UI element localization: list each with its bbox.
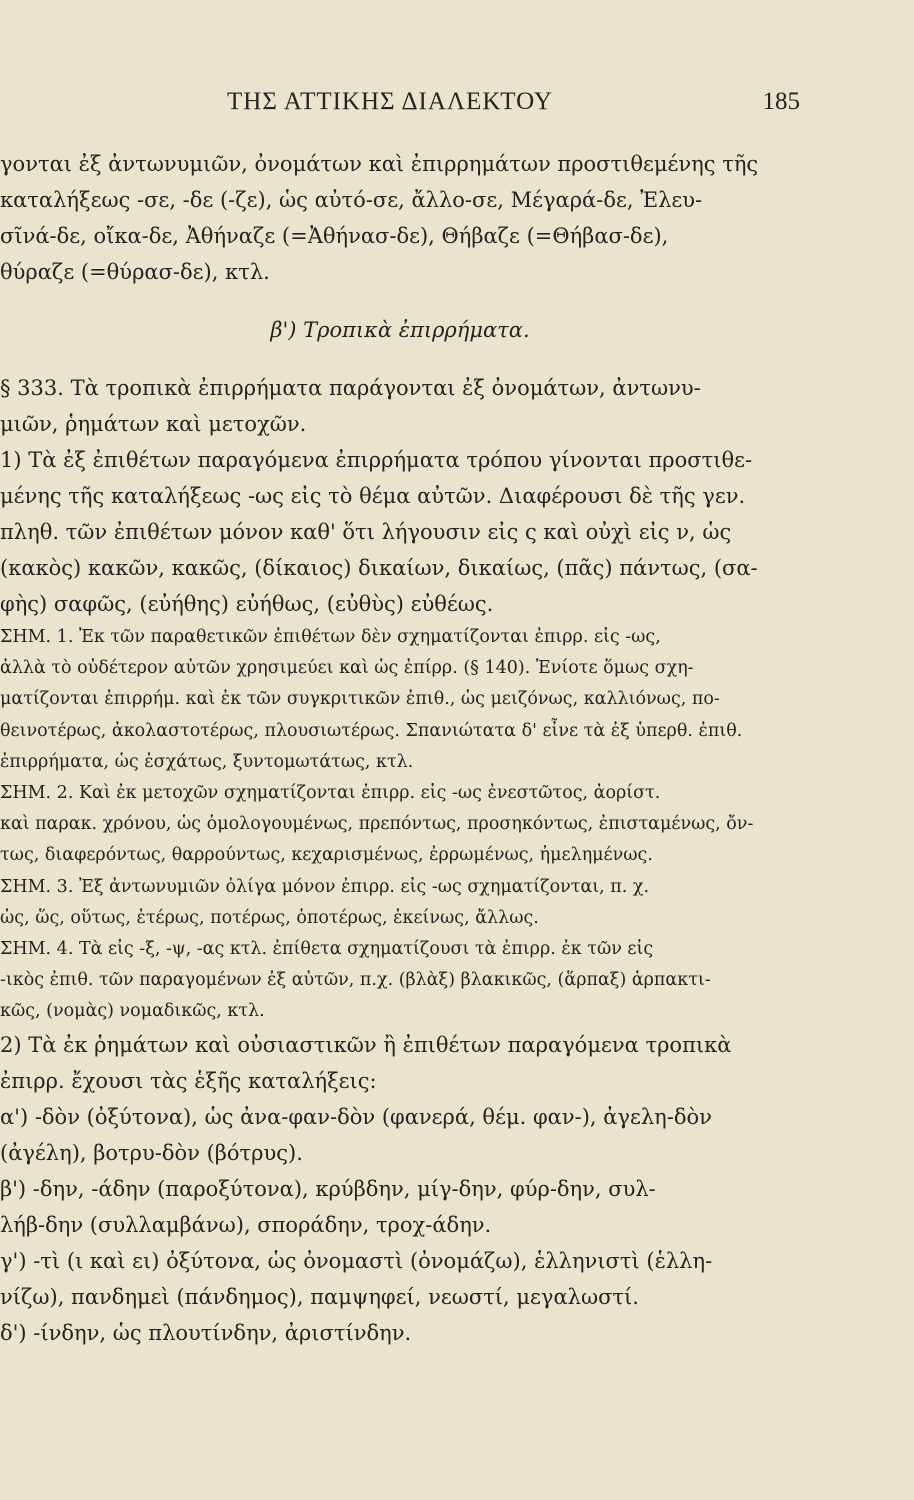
text-line: νίζω), πανδημεὶ (πάνδημος), παμψηφεί, νεωστί, μεγαλωστί. — [0, 1285, 639, 1310]
text-line: γονται ἐξ ἀντωνυμιῶν, ὀνομάτων καὶ ἐπιρρημάτων προστιθεμένης τῆς — [0, 152, 759, 176]
paragraph-continuation — [0, 146, 800, 290]
text-line: σῖνά-δε, οἴκα-δε, Ἀθήναζε (=Ἀθήνασ-δε), Θήβαζε (=Θήβασ-δε), — [0, 224, 669, 248]
text-line: 2) Τὰ ἐκ ῥημάτων καὶ οὐσιαστικῶν ἢ ἐπιθέτων παραγόμενα τροπικὰ — [0, 1033, 732, 1058]
text-line: δ') -ίνδην, ὡς πλουτίνδην, ἀριστίνδην. — [0, 1321, 412, 1346]
note-4 — [0, 934, 800, 1028]
page-number: 185 — [762, 88, 800, 115]
note-line: ΣΗΜ. 3. Ἐξ ἀντωνυμιῶν ὀλίγα μόνον ἐπιρρ. εἰς -ως σχηματίζονται, π. χ. — [0, 876, 650, 897]
note-line: καὶ παρακ. χρόνου, ὡς ὁμολογουμένως, πρεπόντως, προσηκόντως, ἐπισταμένως, ὄν- — [0, 814, 754, 835]
text-line: 1) Τὰ ἐξ ἐπιθέτων παραγόμενα ἐπιρρήματα τρόπου γίνονται προστιθε- — [0, 448, 753, 472]
section-heading: β') Τροπικὰ ἐπιρρήματα. — [270, 318, 530, 342]
note-line: ἐπιρρήματα, ὡς ἐσχάτως, ξυντομωτάτως, κτλ. — [0, 751, 414, 772]
page-body — [0, 146, 800, 1351]
paragraph-333 — [0, 370, 800, 442]
text-line: πληθ. τῶν ἐπιθέτων μόνον καθ' ὅτι λήγουσιν εἰς ς καὶ οὐχὶ εἰς ν, ὡς — [0, 520, 732, 544]
note-line: ὡς, ὥς, οὕτως, ἑτέρως, ποτέρως, ὁποτέρως, ἐκείνως, ἄλλως. — [0, 907, 539, 928]
note-line: ΣΗΜ. 2. Καὶ ἐκ μετοχῶν σχηματίζονται ἐπιρρ. εἰς -ως ἐνεστῶτος, ἀορίστ. — [0, 782, 661, 803]
text-line: β') -δην, -άδην (παροξύτονα), κρύβδην, μίγ-δην, φύρ-δην, συλ- — [0, 1177, 656, 1202]
text-line: (ἀγέλη), βοτρυ-δὸν (βότρυς). — [0, 1141, 303, 1166]
note-1 — [0, 622, 800, 778]
note-line: θεινοτέρως, ἀκολαστοτέρως, πλουσιωτέρως. Σπανιώτατα δ' εἶνε τὰ ἐξ ὑπερθ. ἐπιθ. — [0, 720, 743, 741]
text-line: α') -δὸν (ὀξύτονα), ὡς ἀνα-φαν-δὸν (φανερά, θέμ. φαν-), ἀγελη-δὸν — [0, 1105, 712, 1130]
text-line: γ') -τὶ (ι καὶ ει) ὀξύτονα, ὡς ὀνομαστὶ (ὀνομάζω), ἑλληνιστὶ (ἑλλη- — [0, 1249, 713, 1274]
text-line: § 333. Τὰ τροπικὰ ἐπιρρήματα παράγονται ἐξ ὀνομάτων, ἀντωνυ- — [0, 376, 701, 400]
note-line: ΣΗΜ. 1. Ἐκ τῶν παραθετικῶν ἐπιθέτων δὲν σχηματίζονται ἐπιρρ. εἰς -ως, — [0, 627, 661, 647]
note-line: κῶς, (νομὰς) νομαδικῶς, κτλ. — [0, 1001, 265, 1022]
text-line: καταλήξεως -σε, -δε (-ζε), ὡς αὐτό-σε, ἄλλο-σε, Μέγαρά-δε, Ἐλευ- — [0, 188, 703, 212]
text-line: φὴς) σαφῶς, (εὐήθης) εὐήθως, (εὐθὺς) εὐθέως. — [0, 592, 494, 616]
running-head: ΤΗΣ ΑΤΤΙΚΗΣ ΔΙΑΛΕΚΤΟΥ — [227, 88, 553, 115]
note-line: ΣΗΜ. 4. Τὰ εἰς -ξ, -ψ, -ας κτλ. ἐπίθετα σχηματίζουσι τὰ ἐπιρρ. ἐκ τῶν εἰς — [0, 938, 654, 959]
text-line: μιῶν, ῥημάτων καὶ μετοχῶν. — [0, 412, 307, 436]
note-3 — [0, 872, 800, 934]
note-line: -ικὸς ἐπιθ. τῶν παραγομένων ἐξ αὐτῶν, π.χ. (βλὰξ) βλακικῶς, (ἅρπαξ) ἁρπακτι- — [0, 970, 711, 991]
note-2 — [0, 778, 800, 872]
paragraph-1 — [0, 442, 800, 622]
text-line: μένης τῆς καταλήξεως -ως εἰς τὸ θέμα αὐτῶν. Διαφέρουσι δὲ τῆς γεν. — [0, 484, 746, 508]
note-line: ἀλλὰ τὸ οὐδέτερον αὐτῶν χρησιμεύει καὶ ὡς ἐπίρρ. (§ 140). Ἐνίοτε ὅμως σχη- — [0, 658, 694, 679]
text-line: ἐπιρρ. ἔχουσι τὰς ἑξῆς καταλήξεις: — [0, 1069, 377, 1094]
text-line: (κακὸς) κακῶν, κακῶς, (δίκαιος) δικαίων, δικαίως, (πᾶς) πάντως, (σα- — [0, 556, 758, 580]
note-line: ματίζονται ἐπιρρήμ. καὶ ἐκ τῶν συγκριτικῶν ἐπιθ., ὡς μειζόνως, καλλιόνως, πο- — [0, 689, 720, 710]
text-line: λήβ-δην (συλλαμβάνω), σποράδην, τροχ-άδην. — [0, 1213, 492, 1238]
paragraph-2 — [0, 1027, 800, 1351]
note-line: τως, διαφερόντως, θαρρούντως, κεχαρισμένως, ἐρρωμένως, ἠμελημένως. — [0, 845, 653, 866]
text-line: θύραζε (=θύρασ-δε), κτλ. — [0, 260, 270, 284]
